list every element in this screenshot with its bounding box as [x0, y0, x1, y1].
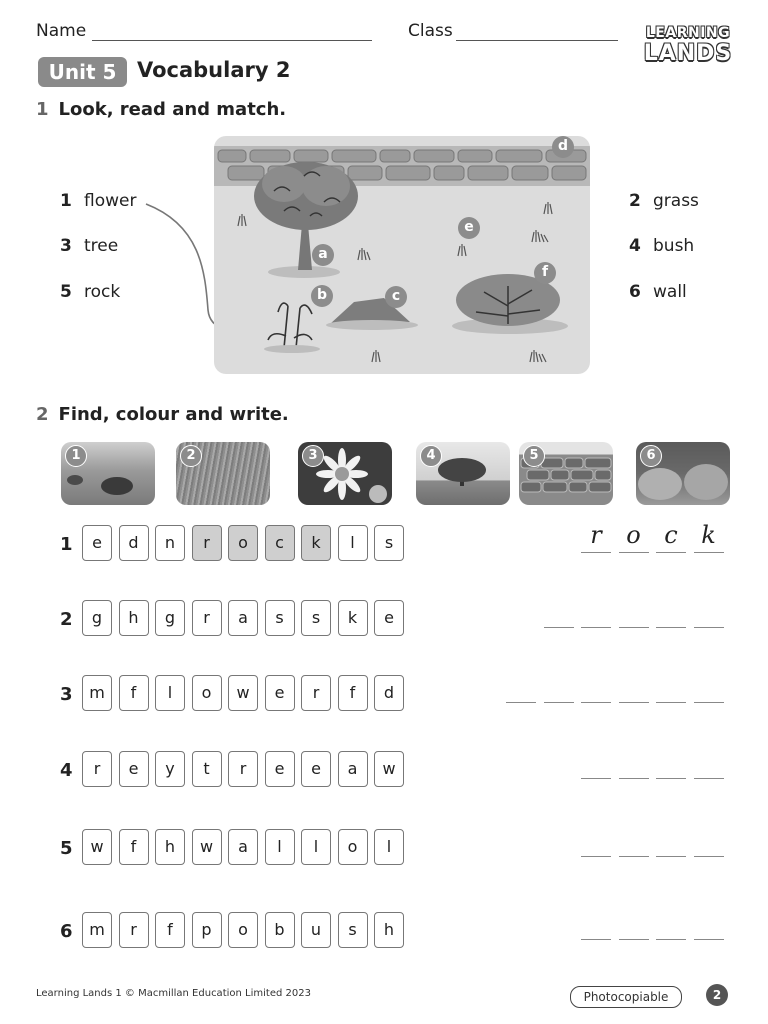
- answer-blank[interactable]: [656, 778, 686, 779]
- callout-a: a: [312, 244, 334, 266]
- letter-box[interactable]: h: [119, 600, 149, 636]
- exercise2-instruction: Find, colour and write.: [58, 404, 289, 425]
- answer-blank[interactable]: [581, 627, 611, 628]
- letter-box[interactable]: g: [82, 600, 112, 636]
- answer-blank[interactable]: [656, 702, 686, 703]
- letter-box[interactable]: r: [301, 675, 331, 711]
- letter-box[interactable]: r: [192, 600, 222, 636]
- letter-box[interactable]: n: [155, 525, 185, 561]
- photocopiable-badge: Photocopiable: [570, 986, 682, 1008]
- letter-box[interactable]: k: [338, 600, 368, 636]
- letter-box[interactable]: l: [265, 829, 295, 865]
- letter-box[interactable]: o: [228, 912, 258, 948]
- letter-box[interactable]: e: [82, 525, 112, 561]
- answer-blank[interactable]: [656, 552, 686, 553]
- letter-box[interactable]: r: [82, 751, 112, 787]
- page-number: 2: [706, 984, 728, 1006]
- letter-box[interactable]: e: [265, 751, 295, 787]
- photo-number: 6: [640, 445, 662, 467]
- answer-blank[interactable]: [619, 939, 649, 940]
- letter-box[interactable]: f: [119, 675, 149, 711]
- letter-box[interactable]: t: [192, 751, 222, 787]
- answer-letter: o: [626, 521, 641, 549]
- exercise1-instruction: Look, read and match.: [58, 99, 287, 120]
- logo-line1: LEARNING: [645, 25, 731, 41]
- logo-line2: LANDS: [643, 41, 733, 66]
- match-word-num: 5: [60, 282, 72, 302]
- letter-box[interactable]: a: [228, 600, 258, 636]
- match-word-num: 2: [629, 191, 641, 211]
- answer-blank[interactable]: [694, 856, 724, 857]
- callout-e: e: [458, 217, 480, 239]
- answer-blank[interactable]: [506, 702, 536, 703]
- answer-blank[interactable]: [581, 778, 611, 779]
- letter-box[interactable]: f: [119, 829, 149, 865]
- page-title: Vocabulary 2: [137, 58, 291, 82]
- answer-blank[interactable]: [656, 627, 686, 628]
- photo-tree: [416, 442, 510, 505]
- name-label: Name: [36, 21, 87, 41]
- answer-letter: r: [590, 521, 602, 549]
- photo-number: 3: [302, 445, 324, 467]
- letter-box[interactable]: s: [374, 525, 404, 561]
- answer-blank[interactable]: [581, 702, 611, 703]
- row-number: 1: [60, 534, 73, 555]
- letter-box[interactable]: e: [301, 751, 331, 787]
- letter-box[interactable]: l: [301, 829, 331, 865]
- match-word-num: 6: [629, 282, 641, 302]
- letter-box[interactable]: f: [155, 912, 185, 948]
- callout-b: b: [311, 285, 333, 307]
- letter-box[interactable]: a: [338, 751, 368, 787]
- exercise2-heading: [36, 404, 289, 425]
- exercise1-number: 1: [36, 99, 49, 120]
- row-number: 3: [60, 684, 73, 705]
- match-word-text: rock: [84, 282, 121, 302]
- outdoor-scene-illustration: [214, 136, 590, 374]
- letter-box[interactable]: l: [338, 525, 368, 561]
- match-word-text: tree: [84, 236, 119, 256]
- answer-blank[interactable]: [694, 778, 724, 779]
- photo-bush: [636, 442, 730, 505]
- letter-box[interactable]: o: [228, 525, 258, 561]
- photo-number: 4: [420, 445, 442, 467]
- letter-box[interactable]: f: [338, 675, 368, 711]
- answer-letter: c: [664, 521, 678, 549]
- letter-box[interactable]: y: [155, 751, 185, 787]
- answer-blank[interactable]: [694, 702, 724, 703]
- letter-box[interactable]: l: [374, 829, 404, 865]
- letter-box[interactable]: e: [119, 751, 149, 787]
- letter-box[interactable]: s: [265, 600, 295, 636]
- letter-box[interactable]: d: [374, 675, 404, 711]
- row-number: 4: [60, 760, 73, 781]
- letter-box[interactable]: p: [192, 912, 222, 948]
- exercise2-number: 2: [36, 404, 49, 425]
- answer-blank[interactable]: [619, 702, 649, 703]
- letter-box[interactable]: u: [301, 912, 331, 948]
- photo-wall: [519, 442, 613, 505]
- match-word-num: 1: [60, 191, 72, 211]
- match-word-num: 4: [629, 236, 641, 256]
- photo-number: 2: [180, 445, 202, 467]
- letter-box[interactable]: g: [155, 600, 185, 636]
- answer-blank[interactable]: [656, 939, 686, 940]
- letter-box[interactable]: h: [374, 912, 404, 948]
- answer-blank[interactable]: [619, 778, 649, 779]
- letter-box[interactable]: a: [228, 829, 258, 865]
- answer-blank[interactable]: [656, 856, 686, 857]
- letter-box[interactable]: s: [301, 600, 331, 636]
- answer-blank[interactable]: [694, 939, 724, 940]
- photo-flower: [298, 442, 392, 505]
- letter-box[interactable]: m: [82, 675, 112, 711]
- unit-badge: Unit 5: [38, 57, 127, 87]
- match-word-num: 3: [60, 236, 72, 256]
- answer-blank[interactable]: [619, 856, 649, 857]
- letter-box[interactable]: b: [265, 912, 295, 948]
- letter-box[interactable]: k: [301, 525, 331, 561]
- row-number: 2: [60, 609, 73, 630]
- letter-box[interactable]: r: [119, 912, 149, 948]
- answer-blank[interactable]: [619, 627, 649, 628]
- photo-grass: [176, 442, 270, 505]
- copyright-text: Learning Lands 1 © Macmillan Education Limited 2023: [36, 988, 311, 999]
- answer-blank[interactable]: [581, 939, 611, 940]
- answer-blank[interactable]: [544, 702, 574, 703]
- callout-d: d: [552, 136, 574, 158]
- callout-c: c: [385, 286, 407, 308]
- letter-box[interactable]: r: [192, 525, 222, 561]
- match-word-text: bush: [653, 236, 695, 256]
- class-label: Class: [408, 21, 453, 41]
- row-number: 5: [60, 838, 73, 859]
- photo-number: 1: [65, 445, 87, 467]
- letter-box[interactable]: d: [119, 525, 149, 561]
- letter-box[interactable]: w: [228, 675, 258, 711]
- answer-blank[interactable]: [694, 552, 724, 553]
- match-word-text: grass: [653, 191, 699, 211]
- photo-rock: [61, 442, 155, 505]
- answer-blank[interactable]: [694, 627, 724, 628]
- letter-box[interactable]: o: [338, 829, 368, 865]
- answer-letter: k: [701, 521, 716, 549]
- answer-blank[interactable]: [544, 627, 574, 628]
- letter-box[interactable]: l: [155, 675, 185, 711]
- letter-box[interactable]: w: [374, 751, 404, 787]
- letter-box[interactable]: o: [192, 675, 222, 711]
- letter-box[interactable]: c: [265, 525, 295, 561]
- callout-f: f: [534, 262, 556, 284]
- match-word-text: flower: [84, 191, 137, 211]
- scene-drawing: [214, 136, 590, 374]
- letter-box[interactable]: w: [82, 829, 112, 865]
- letter-box[interactable]: r: [228, 751, 258, 787]
- letter-box[interactable]: e: [265, 675, 295, 711]
- letter-box[interactable]: m: [82, 912, 112, 948]
- match-word-text: wall: [653, 282, 687, 302]
- answer-blank[interactable]: [581, 856, 611, 857]
- letter-box[interactable]: w: [192, 829, 222, 865]
- letter-box[interactable]: s: [338, 912, 368, 948]
- row-number: 6: [60, 921, 73, 942]
- letter-box[interactable]: h: [155, 829, 185, 865]
- letter-box[interactable]: e: [374, 600, 404, 636]
- photo-number: 5: [523, 445, 545, 467]
- answer-blank[interactable]: [619, 552, 649, 553]
- answer-blank[interactable]: [581, 552, 611, 553]
